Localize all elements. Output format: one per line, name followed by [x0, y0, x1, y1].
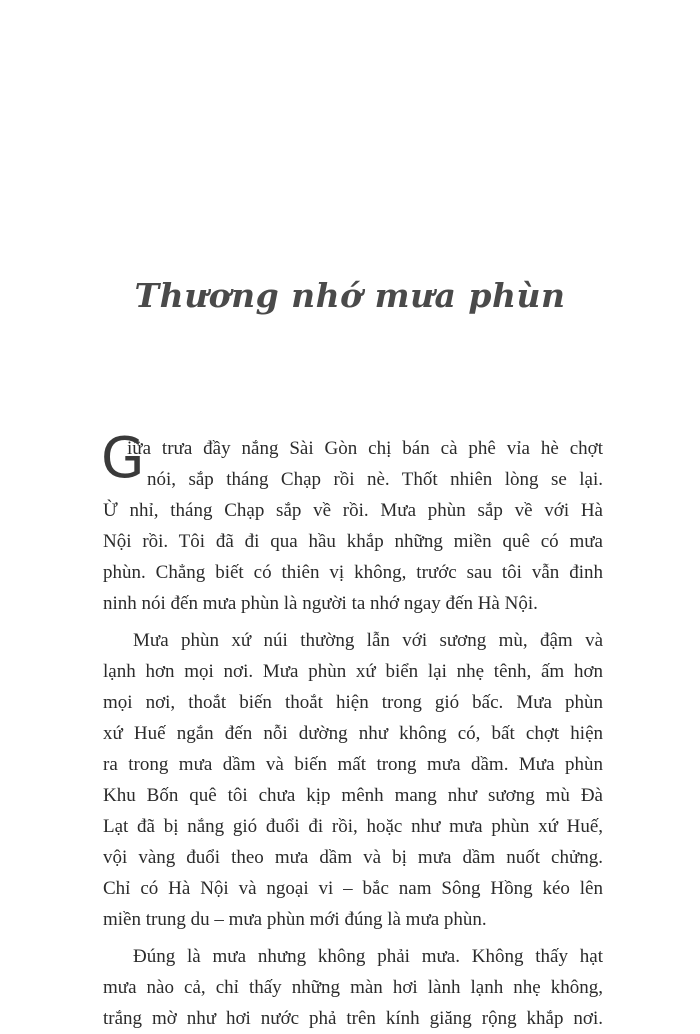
paragraph-3 [103, 941, 603, 1034]
text-line: vội vàng đuổi theo mưa dầm và bị mưa dầm nuốt chửng. [103, 847, 603, 868]
text-line: trắng mờ như hơi nước phả trên kính giăng rộng khắp nơi. [103, 1008, 603, 1029]
chapter-body [101, 426, 603, 1034]
paragraph-2 [103, 625, 603, 935]
text-line: Khu Bốn quê tôi chưa kịp mênh mang như sương mù Đà [103, 785, 603, 806]
paragraph-1 [101, 426, 603, 619]
text-line: Ừ nhỉ, tháng Chạp sắp về rồi. Mưa phùn sắp về với Hà [103, 500, 603, 521]
text-line: Nội rồi. Tôi đã đi qua hầu khắp những miền quê có mưa [103, 531, 603, 552]
text-line: nói, sắp tháng Chạp rồi nè. Thốt nhiên lòng se lại. [147, 469, 603, 490]
drop-cap: G [101, 426, 145, 491]
text-line: Chỉ có Hà Nội và ngoại vi – bắc nam Sông Hồng kéo lên [103, 878, 603, 899]
text-line: Lạt đã bị nắng gió đuổi đi rồi, hoặc như mưa phùn xứ Huế, [103, 816, 603, 837]
text-line: ra trong mưa dầm và biến mất trong mưa dầm. Mưa phùn [103, 754, 603, 775]
text-line: mưa nào cả, chỉ thấy những màn hơi lành lạnh nhẹ không, [103, 977, 603, 998]
chapter-title: Thương nhớ mưa phùn [134, 276, 566, 315]
text-line: lạnh hơn mọi nơi. Mưa phùn xứ biển lại nhẹ tênh, ấm hơn [103, 661, 603, 682]
text-line: miền trung du – mưa phùn mới đúng là mưa phùn. [103, 909, 487, 930]
text-line: iữa trưa đầy nắng Sài Gòn chị bán cà phê vỉa hè chợt [127, 438, 603, 459]
text-line: phùn. Chẳng biết có thiên vị không, trước sau tôi vẫn đinh [103, 562, 603, 583]
text-line: mọi nơi, thoắt biến thoắt hiện trong gió bấc. Mưa phùn [103, 692, 603, 713]
text-line: Đúng là mưa nhưng không phải mưa. Không thấy hạt [133, 946, 603, 967]
text-line: ninh nói đến mưa phùn là người ta nhớ ngay đến Hà Nội. [103, 593, 538, 614]
text-line: Mưa phùn xứ núi thường lẫn với sương mù, đậm và [133, 630, 603, 651]
text-line: xứ Huế ngắn đến nỗi dường như không có, bất chợt hiện [103, 723, 603, 744]
